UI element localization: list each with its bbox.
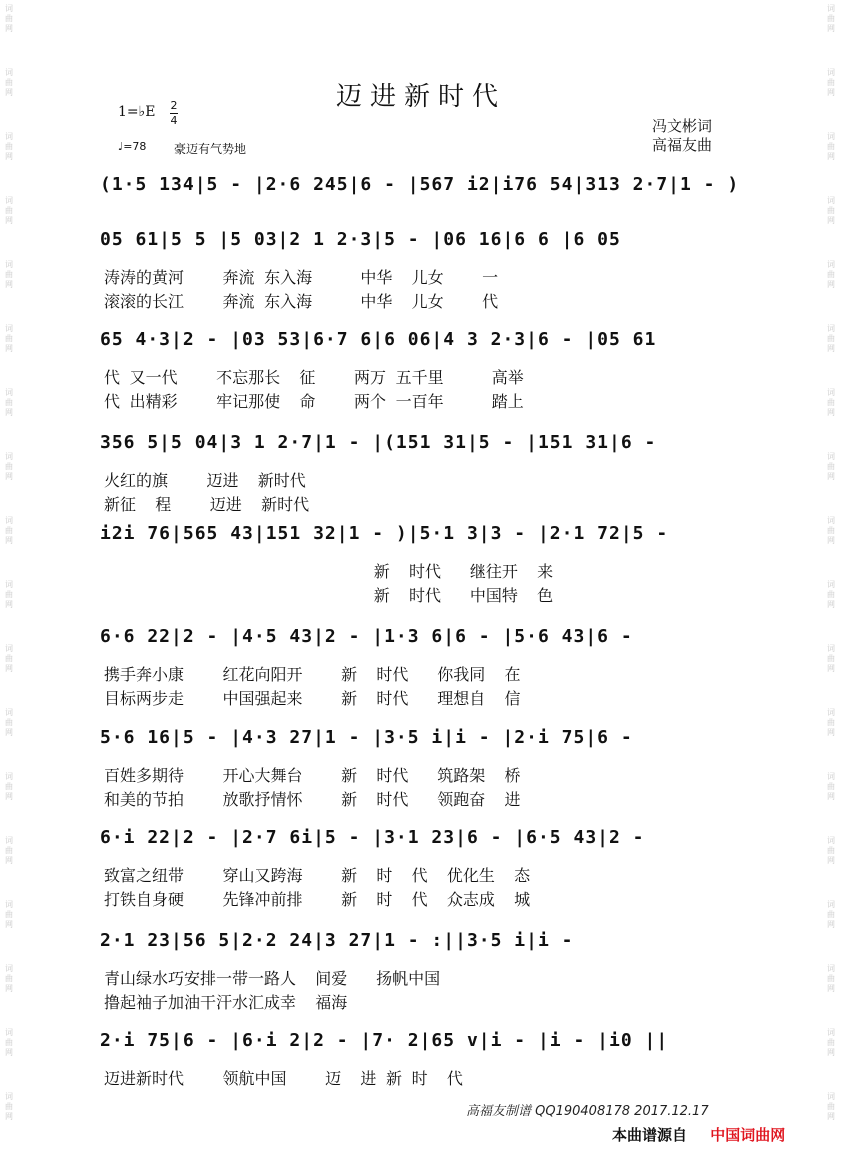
time-signature — [170, 100, 178, 127]
watermark-text: 词 曲 网 — [5, 772, 13, 801]
watermark-text: 词 曲 网 — [827, 708, 835, 737]
notation-line: 5·6 16|5 - |4·3 27|1 - |3·5 i|i - |2·i 75|6 - — [100, 727, 633, 748]
lyric-line: 新 时代 继往开 来 — [104, 562, 554, 581]
time-signature-bottom: 4 — [170, 114, 178, 127]
notation-line: 6·i 22|2 - |2·7 6i|5 - |3·1 23|6 - |6·5 43|2 - — [100, 827, 645, 848]
watermark-text: 词 曲 网 — [5, 260, 13, 289]
lyric-line: 打铁自身硬 先锋冲前排 新 时 代 众志成 城 — [104, 890, 531, 909]
lyric-line: 涛涛的黄河 奔流 东入海 中华 儿女 一 — [104, 268, 499, 287]
lyric-line: 滚滚的长江 奔流 东入海 中华 儿女 代 — [104, 292, 499, 311]
watermark-text: 词 曲 网 — [827, 68, 835, 97]
lyric-line: 火红的旗 迈进 新时代 — [104, 471, 306, 490]
notation-line: 6·6 22|2 - |4·5 43|2 - |1·3 6|6 - |5·6 43|6 - — [100, 626, 633, 647]
watermark-text: 词 曲 网 — [5, 4, 13, 33]
source-line — [612, 1124, 785, 1145]
watermark-text: 词 曲 网 — [827, 132, 835, 161]
watermark-text: 词 曲 网 — [5, 836, 13, 865]
watermark-text: 词 曲 网 — [827, 452, 835, 481]
time-signature-top: 2 — [170, 99, 178, 112]
lyric-line: 新征 程 迈进 新时代 — [104, 495, 310, 514]
notation-line: 356 5|5 04|3 1 2·7|1 - |(151 31|5 - |151 31|6 - — [100, 432, 657, 453]
watermark-text: 词 曲 网 — [827, 900, 835, 929]
watermark-text: 词 曲 网 — [5, 196, 13, 225]
watermark-text: 词 曲 网 — [5, 324, 13, 353]
expression-marking: 豪迈有气势地 — [174, 142, 247, 156]
watermark-text: 词 曲 网 — [5, 452, 13, 481]
lyric-line: 迈进新时代 领航中国 迈 进 新 时 代 — [104, 1069, 463, 1088]
watermark-text: 词 曲 网 — [5, 1092, 13, 1121]
watermark-text: 词 曲 网 — [5, 1028, 13, 1057]
watermark-text: 词 曲 网 — [5, 708, 13, 737]
watermark-text: 词 曲 网 — [5, 644, 13, 673]
lyric-line: 和美的节拍 放歌抒情怀 新 时代 领跑奋 进 — [104, 790, 521, 809]
watermark-text: 词 曲 网 — [827, 516, 835, 545]
watermark-text: 词 曲 网 — [5, 132, 13, 161]
lyric-line: 携手奔小康 红花向阳开 新 时代 你我同 在 — [104, 665, 521, 684]
watermark-text: 词 曲 网 — [827, 964, 835, 993]
lyric-line: 撸起袖子加油干汗水汇成幸 福海 — [104, 993, 348, 1012]
key-signature: 1=♭E — [118, 104, 156, 120]
source-label: 本曲谱源自 — [612, 1126, 688, 1144]
lyric-line: 致富之纽带 穿山又跨海 新 时 代 优化生 态 — [104, 866, 531, 885]
song-title: 迈进新时代 — [335, 82, 506, 112]
notation-line: 05 61|5 5 |5 03|2 1 2·3|5 - |06 16|6 6 |6 05 — [100, 229, 621, 250]
watermark-text: 词 曲 网 — [827, 836, 835, 865]
lyric-line: 百姓多期待 开心大舞台 新 时代 筑路架 桥 — [104, 766, 521, 785]
lyric-line: 新 时代 中国特 色 — [104, 586, 554, 605]
watermark-text: 词 曲 网 — [827, 772, 835, 801]
notation-line: i2i 76|565 43|151 32|1 - )|5·1 3|3 - |2·1 72|5 - — [100, 523, 669, 544]
watermark-text: 词 曲 网 — [827, 644, 835, 673]
lyric-line: 青山绿水巧安排一带一路人 间爱 扬帆中国 — [104, 969, 441, 988]
source-site-link[interactable]: 中国词曲网 — [710, 1126, 786, 1144]
watermark-text: 词 曲 网 — [827, 196, 835, 225]
tempo-marking: ♩=78 — [118, 140, 147, 153]
notation-line: 2·i 75|6 - |6·i 2|2 - |7· 2|65 v|i - |i - |i0 || — [100, 1030, 669, 1051]
watermark-text: 词 曲 网 — [827, 4, 835, 33]
lyric-line: 代 出精彩 牢记那使 命 两个 一百年 踏上 — [104, 392, 524, 411]
watermark-text: 词 曲 网 — [827, 388, 835, 417]
credits — [652, 117, 712, 155]
notation-line: 65 4·3|2 - |03 53|6·7 6|6 06|4 3 2·3|6 - |05 61 — [100, 329, 657, 350]
composer-credit: 高福友曲 — [652, 136, 713, 154]
watermark-text: 词 曲 网 — [5, 516, 13, 545]
watermark-text: 词 曲 网 — [827, 260, 835, 289]
watermark-text: 词 曲 网 — [827, 324, 835, 353]
watermark-text: 词 曲 网 — [827, 1028, 835, 1057]
lyric-line: 代 又一代 不忘那长 征 两万 五千里 高举 — [104, 368, 524, 387]
watermark-text: 词 曲 网 — [5, 900, 13, 929]
transcriber-note: 高福友制谱 QQ190408178 2017.12.17 — [466, 1104, 709, 1119]
watermark-text: 词 曲 网 — [5, 964, 13, 993]
lyric-line: 目标两步走 中国强起来 新 时代 理想自 信 — [104, 689, 521, 708]
notation-line: (1·5 134|5 - |2·6 245|6 - |567 i2|i76 54|313 2·7|1 - ) — [100, 174, 740, 195]
watermark-text: 词 曲 网 — [5, 68, 13, 97]
lyricist-credit: 冯文彬词 — [652, 117, 713, 135]
notation-line: 2·1 23|56 5|2·2 24|3 27|1 - :||3·5 i|i - — [100, 930, 574, 951]
watermark-text: 词 曲 网 — [827, 580, 835, 609]
watermark-text: 词 曲 网 — [5, 580, 13, 609]
watermark-text: 词 曲 网 — [827, 1092, 835, 1121]
watermark-text: 词 曲 网 — [5, 388, 13, 417]
